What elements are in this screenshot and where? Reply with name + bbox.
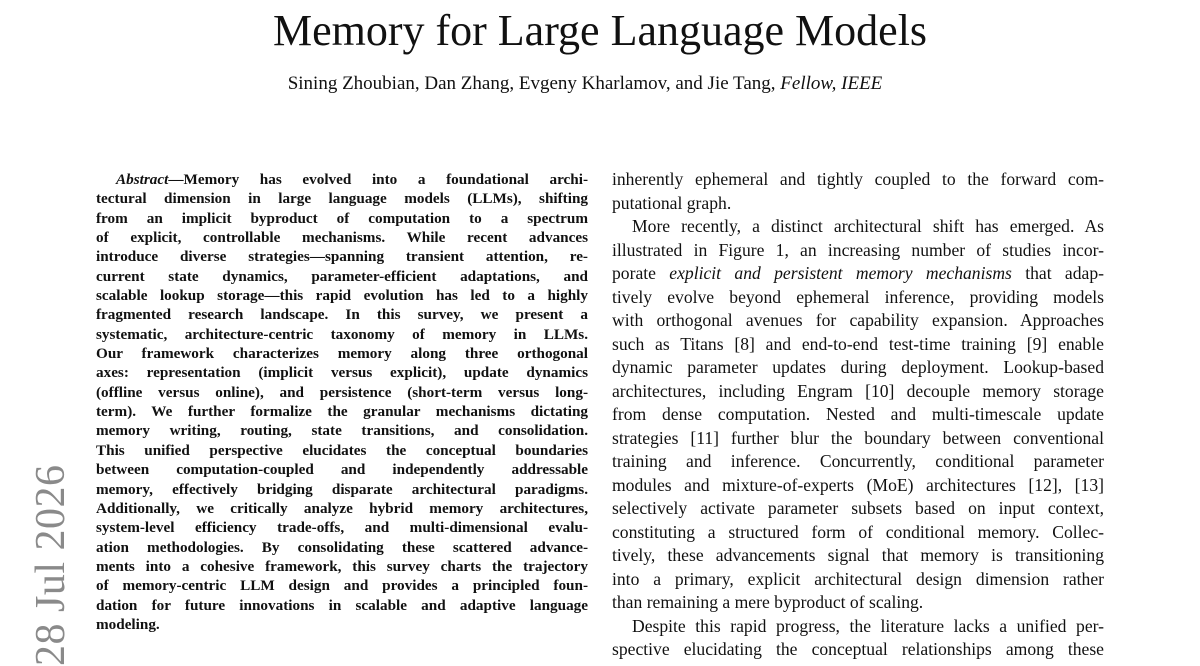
emphasized-phrase: explicit and persistent memory mechanisms: [669, 263, 1012, 283]
paper-title: Memory for Large Language Models: [272, 6, 928, 55]
body-line: illustrated in Figure 1, an increasing number of studies incor-: [612, 239, 1104, 260]
abstract-line: systematic, architecture-centric taxonomy of memory in LLMs.: [96, 325, 588, 343]
abstract-line: of explicit, controllable mechanisms. While recent advances: [96, 229, 588, 247]
abstract-section: [96, 170, 588, 634]
abstract-line: (offline versus online), and persistence (short-term versus long-: [96, 383, 588, 401]
body-line: selectively activate parameter subsets based on input context,: [612, 498, 1104, 518]
body-line: modules and mixture-of-experts (MoE) architectures [12], [13]: [612, 474, 1104, 495]
body-line: putational graph.: [612, 192, 732, 213]
author-list: [0, 72, 1170, 96]
abstract-line: dation for future innovations in scalable and adaptive language: [96, 596, 588, 614]
body-line-prefix: porate: [612, 263, 670, 283]
abstract-line: ments into a cohesive framework, this survey charts the trajectory: [96, 557, 588, 575]
body-line: tively, these advancements signal that memory is transitioning: [612, 545, 1104, 565]
body-line: from dense computation. Nested and multi-timescale update: [612, 404, 1104, 424]
abstract-line: system-level efficiency trade-offs, and multi-dimensional evalu-: [96, 519, 588, 537]
abstract-line: axes: representation (implicit versus explicit), update dynamics: [96, 364, 588, 382]
abstract-line-text: —Memory has evolved into a foundational archi-: [168, 171, 588, 188]
abstract-line: current state dynamics, parameter-efficient adaptations, and: [96, 267, 588, 285]
body-line: into a primary, explicit architectural design dimension rather: [612, 568, 1104, 589]
abstract-line: Additionally, we critically analyze hybrid memory architectures,: [96, 499, 588, 517]
body-line: constituting a structured form of conditional memory. Collec-: [612, 521, 1104, 542]
author-names: Sining Zhoubian, Dan Zhang, Evgeny Kharlamov, and Jie Tang,: [287, 73, 776, 94]
body-line: Despite this rapid progress, the literature lacks a unified per-: [632, 615, 1104, 636]
body-line-emphasis: [612, 262, 1104, 286]
body-line: spective elucidating the conceptual relationships among these: [612, 639, 1104, 659]
abstract-lead: Abstract: [116, 171, 169, 188]
arxiv-side-stamp: [28, 464, 74, 666]
abstract-line: introduce diverse strategies—spanning transient attention, re-: [96, 248, 588, 266]
body-line: inherently ephemeral and tightly coupled to the forward com-: [612, 169, 1104, 189]
abstract-line: term). We further formalize the granular mechanisms dictating: [96, 403, 588, 421]
body-line: training and inference. Concurrently, conditional parameter: [612, 451, 1104, 471]
abstract-line: memory writing, routing, state transitions, and consolidation.: [96, 422, 588, 440]
body-text-column: [612, 168, 1104, 662]
abstract-line: memory, effectively bridging disparate architectural paradigms.: [96, 480, 588, 498]
abstract-line: This unified perspective elucidates the conceptual boundaries: [96, 441, 588, 459]
abstract-line: ation methodologies. By consolidating these scattered advance-: [96, 538, 588, 556]
abstract-line: of memory-centric LLM design and provides a principled foun-: [96, 577, 588, 595]
abstract-line: Our framework characterizes memory along three orthogonal: [96, 345, 588, 363]
abstract-line: [96, 170, 588, 189]
abstract-line: modeling.: [96, 615, 160, 633]
abstract-line: scalable lookup storage—this rapid evolution has led to a highly: [96, 287, 588, 305]
abstract-line: fragmented research landscape. In this survey, we present a: [96, 306, 588, 324]
body-line: dynamic parameter updates during deployment. Lookup-based: [612, 357, 1104, 377]
body-line: tively evolve beyond ephemeral inference, providing models: [612, 286, 1104, 307]
body-line: such as Titans [8] and end-to-end test-time training [9] enable: [612, 333, 1104, 354]
body-line: than remaining a mere byproduct of scaling.: [612, 592, 924, 612]
body-line: architectures, including Engram [10] decouple memory storage: [612, 380, 1104, 401]
body-line: with orthogonal avenues for capability expansion. Approaches: [612, 310, 1104, 330]
body-line: strategies [11] further blur the boundary between conventional: [612, 427, 1104, 448]
side-stamp-date: 28 Jul 2026: [28, 464, 74, 666]
body-line-suffix: that adap-: [1011, 263, 1104, 283]
abstract-line: tectural dimension in large language models (LLMs), shifting: [96, 190, 588, 208]
abstract-line: between computation-coupled and independently addressable: [96, 461, 588, 479]
body-line: More recently, a distinct architectural shift has emerged. As: [632, 216, 1104, 236]
abstract-line: from an implicit byproduct of computation to a spectrum: [96, 209, 588, 227]
author-fellow-suffix: Fellow, IEEE: [780, 73, 883, 94]
